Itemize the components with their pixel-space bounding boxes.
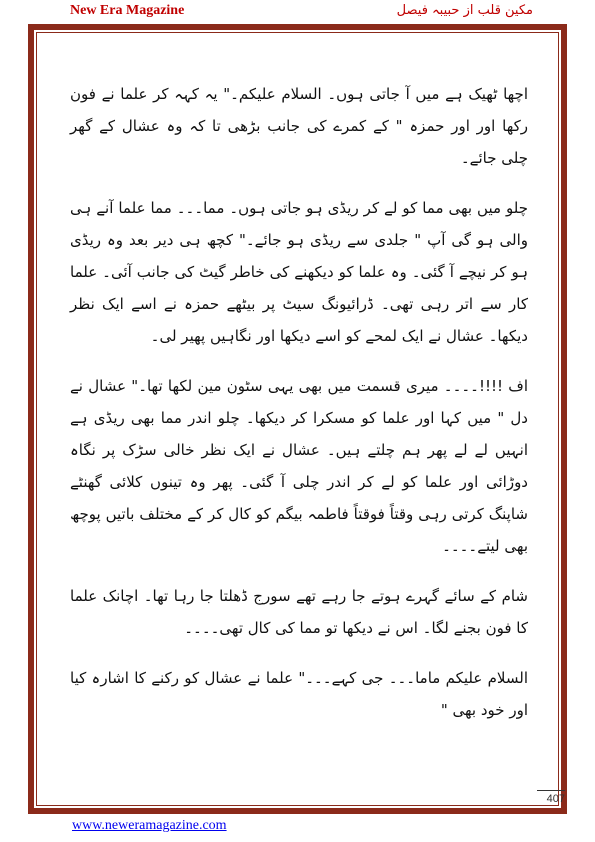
story-text	[70, 78, 528, 744]
paragraph: اچھا ٹھیک ہے میں آ جاتی ہوں۔ السلام علیکم۔" یہ کہہ کر علما نے فون رکھا اور اور حمزہ " کے کمرے کی جانب بڑھی تا کہ وہ عشال کے گھر چلی جائے۔	[70, 85, 528, 167]
footer-website-link[interactable]: www.neweramagazine.com	[72, 818, 227, 833]
header-magazine-title: New Era Magazine	[70, 3, 185, 18]
paragraph: شام کے سائے گہرے ہوتے جا رہے تھے سورج ڈھلتا جا رہا تھا۔ اچانک علما کا فون بجنے لگا۔ اس نے دیکھا تو مما کی کال تھی۔۔۔۔	[70, 587, 528, 637]
page-number-rule	[537, 790, 565, 791]
page-number: 407	[546, 793, 565, 805]
paragraph: السلام علیکم ماما۔۔۔ جی کہے۔۔۔" علما نے عشال کو رکنے کا اشارہ کیا اور خود بھی "	[70, 669, 528, 719]
paragraph: چلو میں بھی مما کو لے کر ریڈی ہو جاتی ہوں۔ مما۔۔۔ مما علما آنے ہی والی ہو گی آپ " جلدی سے ریڈی ہو جائے۔" کچھ ہی دیر بعد وہ ریڈی ہو کر نیچے آ گئی۔ وہ علما کو دیکھنے کی خاطر گیٹ کی جانب آئی۔ علما کار سے اتر رہی تھی۔ ڈرائیونگ سیٹ پر بیٹھے حمزہ نے اسے ایک نظر دیکھا۔ عشال نے ایک لمحے کو اسے دیکھا اور نگاہیں پھیر لی۔	[70, 199, 528, 345]
paragraph: اف !!!!۔۔۔۔ میری قسمت میں بھی یہی سٹون مین لکھا تھا۔" عشال نے دل " میں کہا اور علما کو مسکرا کر دیکھا۔ چلو اندر مما بھی ریڈی ہے انہیں لے لے پھر ہم چلتے ہیں۔ عشال نے ایک نظر خالی سڑک پر نگاہ دوڑائی اور علما کو لے کر اندر چلی آ گئی۔ پھر وہ تینوں کلائی گھنٹے شاپنگ کرتی رہی وقتاً فوقتاً فاطمہ بیگم کو کال کر کے مختلف باتیں پوچھ بھی لیتے۔۔۔۔	[70, 377, 528, 555]
header-story-title: مکین قلب از حبیبہ فیصل	[396, 3, 533, 18]
